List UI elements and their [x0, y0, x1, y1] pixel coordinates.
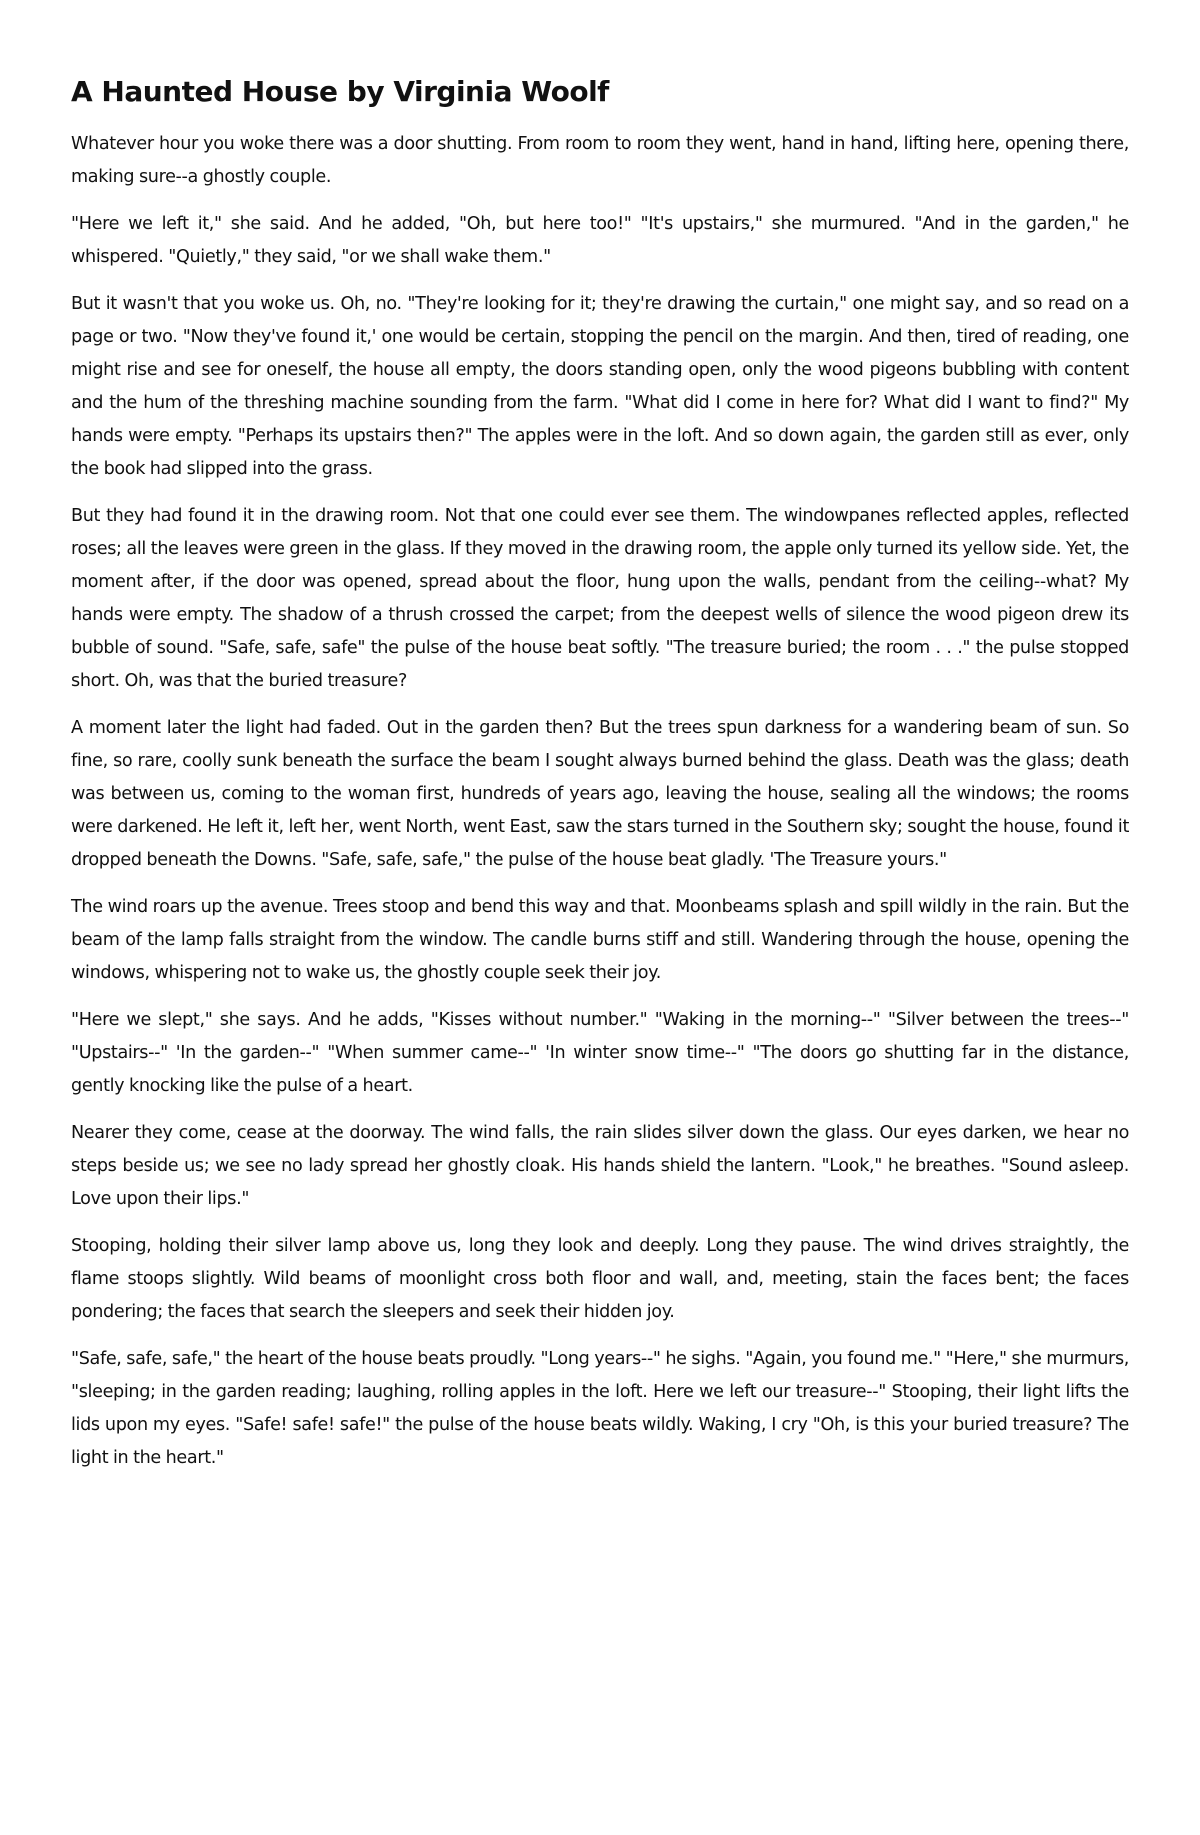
paragraph-4: But they had found it in the drawing room. Not that one could ever see them. The windowpanes reflected apples, reflected roses; all the leaves were green in the glass. If they moved in the drawing room, the apple only turned its yellow side. Yet, the moment after, if the door was opened, spread about the floor, hung upon the walls, pendant from the ceiling--what? My hands were empty. The shadow of a thrush crossed the carpet; from the deepest wells of silence the wood pigeon drew its bubble of sound. "Safe, safe, safe" the pulse of the house beat softly. "The treasure buried; the room . . ." the pulse stopped short. Oh, was that the buried treasure? [71, 506, 1129, 691]
paragraph-5: A moment later the light had faded. Out in the garden then? But the trees spun darkness for a wandering beam of sun. So fine, so rare, coolly sunk beneath the surface the beam I sought always burned behind the glass. Death was the glass; death was between us, coming to the woman first, hundreds of years ago, leaving the house, sealing all the windows; the rooms were darkened. He left it, left her, went North, went East, saw the stars turned in the Southern sky; sought the house, found it dropped beneath the Downs. "Safe, safe, safe," the pulse of the house beat gladly. 'The Treasure yours." [71, 718, 1129, 870]
paragraph-7: "Here we slept," she says. And he adds, "Kisses without number." "Waking in the morning--" "Silver between the trees--" "Upstairs--" 'In the garden--" "When summer came--" 'In winter snow time--" "The doors go shutting far in the distance, gently knocking like the pulse of a heart. [71, 1010, 1129, 1096]
paragraph-9: Stooping, holding their silver lamp above us, long they look and deeply. Long they pause. The wind drives straightly, the flame stoops slightly. Wild beams of moonlight cross both floor and wall, and, meeting, stain the faces bent; the faces pondering; the faces that search the sleepers and seek their hidden joy. [71, 1236, 1129, 1322]
paragraph-1: Whatever hour you woke there was a door shutting. From room to room they went, hand in hand, lifting here, opening there, making sure--a ghostly couple. [71, 134, 1129, 187]
paragraph-2: "Here we left it," she said. And he added, "Oh, but here too!" "It's upstairs," she murmured. "And in the garden," he whispered. "Quietly," they said, "or we shall wake them." [71, 214, 1129, 267]
paragraph-3: But it wasn't that you woke us. Oh, no. "They're looking for it; they're drawing the curtain," one might say, and so read on a page or two. "Now they've found it,' one would be certain, stopping the pencil on the margin. And then, tired of reading, one might rise and see for oneself, the house all empty, the doors standing open, only the wood pigeons bubbling with content and the hum of the threshing machine sounding from the farm. "What did I come in here for? What did I want to find?" My hands were empty. "Perhaps its upstairs then?" The apples were in the loft. And so down again, the garden still as ever, only the book had slipped into the grass. [71, 294, 1129, 479]
paragraph-6: The wind roars up the avenue. Trees stoop and bend this way and that. Moonbeams splash and spill wildly in the rain. But the beam of the lamp falls straight from the window. The candle burns stiff and still. Wandering through the house, opening the windows, whispering not to wake us, the ghostly couple seek their joy. [71, 897, 1129, 983]
paragraph-10: "Safe, safe, safe," the heart of the house beats proudly. "Long years--" he sighs. "Again, you found me." "Here," she murmurs, "sleeping; in the garden reading; laughing, rolling apples in the loft. Here we left our treasure--" Stooping, their light lifts the lids upon my eyes. "Safe! safe! safe!" the pulse of the house beats wildly. Waking, I cry "Oh, is this your buried treasure? The light in the heart." [71, 1349, 1129, 1468]
document-title: A Haunted House by Virginia Woolf [71, 75, 609, 108]
paragraph-8: Nearer they come, cease at the doorway. The wind falls, the rain slides silver down the glass. Our eyes darken, we hear no steps beside us; we see no lady spread her ghostly cloak. His hands shield the lantern. "Look," he breathes. "Sound asleep. Love upon their lips." [71, 1123, 1129, 1209]
